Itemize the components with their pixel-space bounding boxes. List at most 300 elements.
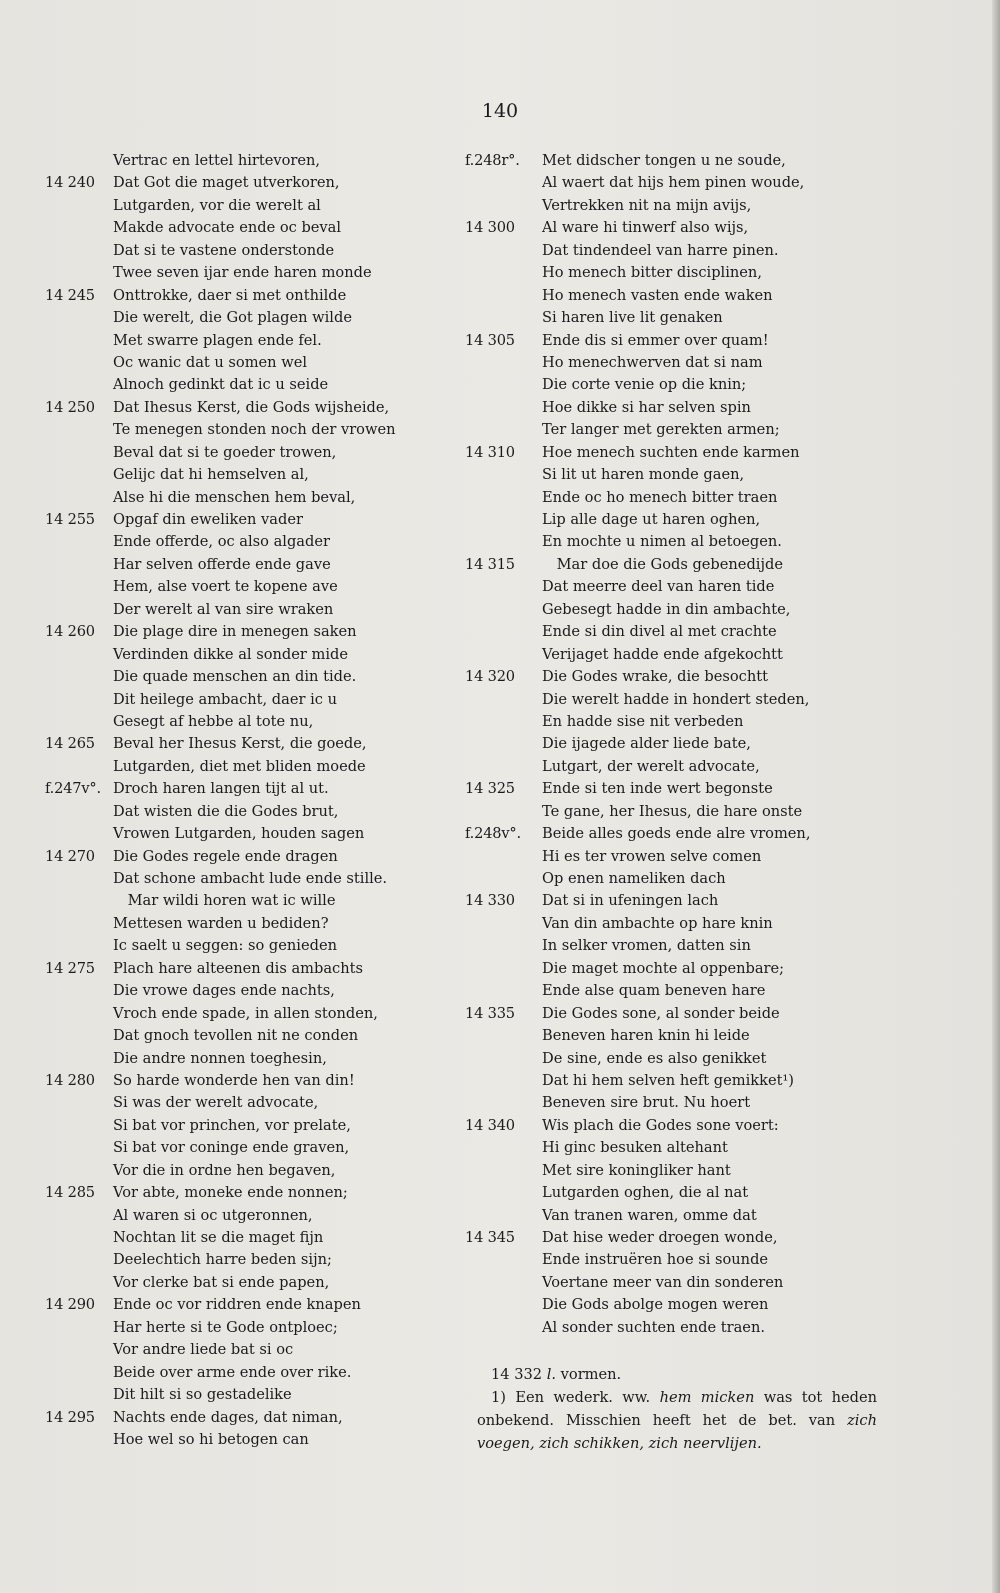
verse-line — [45, 689, 445, 711]
verse-text: Wis plach die Godes sone voert: — [542, 1116, 779, 1134]
verse-text: Ho menechwerven dat si nam — [542, 353, 763, 371]
line-number — [465, 621, 542, 643]
line-number — [45, 756, 113, 778]
verse-text: Beval her Ihesus Kerst, die goede, — [113, 735, 367, 753]
verse-line — [465, 868, 885, 890]
footnote-1 — [477, 1386, 877, 1455]
line-number — [465, 397, 542, 419]
line-number: 14 320 — [465, 668, 515, 686]
verse-line — [465, 958, 885, 980]
line-number — [45, 374, 113, 396]
verse-text: Lutgarden, vor die werelt al — [113, 196, 321, 214]
verse-text: Hoe menech suchten ende karmen — [542, 443, 800, 461]
verse-line — [45, 487, 445, 509]
verse-line — [465, 419, 885, 441]
line-number: f.248v°. — [465, 825, 521, 843]
verse-text: Dat hi hem selven heft gemikket¹) — [542, 1071, 794, 1089]
verse-text: Si was der werelt advocate, — [113, 1094, 319, 1112]
note-reading: vormen. — [560, 1366, 622, 1383]
verse-line — [45, 195, 445, 217]
verse-line — [45, 666, 445, 688]
line-number — [45, 419, 113, 441]
verse-text: Oc wanic dat u somen wel — [113, 353, 308, 371]
verse-line — [465, 644, 885, 666]
verse-line — [45, 1294, 445, 1316]
verse-line — [45, 958, 445, 980]
verse-line — [465, 890, 885, 912]
page-edge — [992, 0, 1000, 1593]
verse-line — [45, 576, 445, 598]
footnote-text-1: Een wederk. ww. — [515, 1389, 651, 1406]
verse-line — [45, 868, 445, 890]
verse-line — [45, 1407, 445, 1429]
verse-text: Gebesegt hadde in din ambachte, — [542, 600, 791, 618]
verse-line — [465, 262, 885, 284]
verse-line — [465, 1003, 885, 1025]
verse-line — [465, 487, 885, 509]
line-number — [45, 240, 113, 262]
verse-line — [45, 1137, 445, 1159]
line-number — [465, 935, 542, 957]
verse-text: Gesegt af hebbe al tote nu, — [113, 712, 314, 730]
verse-line — [465, 150, 885, 172]
verse-text: Plach hare alteenen dis ambachts — [113, 959, 363, 977]
verse-line — [465, 1025, 885, 1047]
verse-text: Dat Ihesus Kerst, die Gods wijsheide, — [113, 398, 390, 416]
line-number — [45, 1160, 113, 1182]
verse-line — [45, 846, 445, 868]
verse-text: Nochtan lit se die maget fijn — [113, 1229, 324, 1246]
verse-line — [465, 576, 885, 598]
line-number: 14 295 — [45, 1408, 95, 1426]
verse-text: Makde advocate ende oc beval — [113, 219, 342, 237]
line-number — [465, 509, 542, 531]
verse-line — [45, 554, 445, 576]
verse-line — [45, 330, 445, 352]
verse-text: Ter langer met gerekten armen; — [542, 421, 780, 439]
line-number: 14 250 — [45, 398, 95, 416]
line-number — [45, 464, 113, 486]
verse-text: Die Godes regele ende dragen — [113, 847, 338, 865]
verse-text: Hoe dikke si har selven spin — [542, 398, 751, 416]
line-number — [465, 801, 542, 823]
verse-text: Voertane meer van din sonderen — [542, 1273, 784, 1291]
textual-note — [477, 1363, 877, 1386]
verse-text: Dit heilege ambacht, daer ic u — [113, 690, 337, 708]
line-number: f.247v°. — [45, 780, 101, 798]
verse-text: In selker vromen, datten sin — [542, 937, 751, 955]
verse-text: Te gane, her Ihesus, die hare onste — [542, 802, 803, 820]
line-number — [45, 1048, 113, 1070]
verse-text: Har selven offerde ende gave — [113, 555, 331, 573]
line-number: 14 335 — [465, 1004, 515, 1022]
line-number: f.248r°. — [465, 152, 520, 169]
line-number — [465, 980, 542, 1002]
verse-text: Die werelt, die Got plagen wilde — [113, 309, 352, 327]
verse-text: Van tranen waren, omme dat — [542, 1206, 757, 1224]
line-number — [465, 756, 542, 778]
line-number — [465, 285, 542, 307]
line-number — [45, 689, 113, 711]
line-number — [45, 150, 113, 172]
line-number — [465, 1249, 542, 1271]
verse-text: Vor abte, moneke ende nonnen; — [113, 1184, 348, 1202]
verse-line — [45, 913, 445, 935]
verse-line — [45, 756, 445, 778]
verse-line — [45, 217, 445, 239]
verse-text: Met swarre plagen ende fel. — [113, 331, 322, 349]
verse-line — [45, 172, 445, 194]
verse-text: Al waert dat hijs hem pinen woude, — [542, 174, 805, 192]
footnote-italic-1: hem micken — [659, 1389, 755, 1406]
verse-text: Ende offerde, oc also algader — [113, 533, 330, 551]
verse-line — [465, 374, 885, 396]
verse-text: Lutgarden, diet met bliden moede — [113, 757, 366, 775]
verse-line — [45, 352, 445, 374]
line-number — [465, 599, 542, 621]
verse-line — [465, 935, 885, 957]
line-number — [45, 935, 113, 957]
verse-text: Gelijc dat hi hemselven al, — [113, 466, 309, 484]
verse-line — [45, 1115, 445, 1137]
verse-text: Mettesen warden u bediden? — [113, 914, 329, 932]
verse-text: Ende si ten inde wert begonste — [542, 780, 773, 798]
line-number — [465, 576, 542, 598]
line-number — [465, 531, 542, 553]
verse-line — [45, 980, 445, 1002]
verse-line — [465, 733, 885, 755]
line-number — [45, 531, 113, 553]
line-number — [45, 307, 113, 329]
verse-line — [45, 464, 445, 486]
verse-line — [45, 240, 445, 262]
verse-line — [45, 1048, 445, 1070]
line-number — [465, 352, 542, 374]
line-number — [45, 599, 113, 621]
verse-line — [45, 1272, 445, 1294]
verse-text: Dat meerre deel van haren tide — [542, 578, 775, 596]
verse-line — [45, 1384, 445, 1406]
line-number: 14 270 — [45, 847, 95, 865]
line-number: 14 240 — [45, 174, 95, 192]
verse-text: Ende oc vor riddren ende knapen — [113, 1296, 361, 1314]
line-number — [465, 868, 542, 890]
verse-line — [465, 1294, 885, 1316]
verse-line — [45, 1362, 445, 1384]
verse-line — [465, 1227, 885, 1249]
verse-text: Verijaget hadde ende afgekochtt — [542, 645, 783, 663]
verse-line — [465, 172, 885, 194]
verse-text: Die werelt hadde in hondert steden, — [542, 690, 810, 708]
verse-line — [465, 240, 885, 262]
line-number — [465, 689, 542, 711]
verse-line — [45, 1429, 445, 1451]
line-number — [45, 980, 113, 1002]
line-number — [45, 1227, 113, 1249]
line-number — [45, 868, 113, 890]
line-number: 14 340 — [465, 1116, 515, 1134]
line-number — [465, 958, 542, 980]
line-number: 14 280 — [45, 1071, 95, 1089]
verse-line — [465, 801, 885, 823]
verse-text: Vor clerke bat si ende papen, — [113, 1273, 330, 1291]
verse-line — [45, 1339, 445, 1361]
line-number — [465, 1070, 542, 1092]
verse-text: Hi es ter vrowen selve comen — [542, 847, 762, 865]
verse-line — [45, 935, 445, 957]
verse-text: Die maget mochte al oppenbare; — [542, 959, 785, 977]
verse-line — [465, 1070, 885, 1092]
verse-text: Beneven sire brut. Nu hoert — [542, 1094, 751, 1112]
line-number — [465, 1317, 542, 1339]
line-number — [45, 352, 113, 374]
verse-text: Si lit ut haren monde gaen, — [542, 466, 745, 484]
verse-line — [45, 1227, 445, 1249]
verse-line — [465, 1272, 885, 1294]
verse-text: Die quade menschen an din tide. — [113, 668, 357, 686]
verse-line — [465, 689, 885, 711]
verse-line — [45, 1205, 445, 1227]
verse-text: Dat gnoch tevollen nit ne conden — [113, 1027, 359, 1045]
verse-text: Dat tindendeel van harre pinen. — [542, 241, 779, 259]
verse-line — [465, 307, 885, 329]
line-number — [465, 1160, 542, 1182]
line-number: 14 315 — [465, 555, 515, 573]
line-number: 14 285 — [45, 1184, 95, 1202]
verse-line — [45, 1070, 445, 1092]
line-number — [465, 1182, 542, 1204]
verse-text: Die Godes wrake, die besochtt — [542, 668, 768, 686]
verse-line — [465, 1115, 885, 1137]
verse-line — [45, 733, 445, 755]
line-number — [45, 1003, 113, 1025]
verse-line — [465, 464, 885, 486]
line-number — [45, 1339, 113, 1361]
line-number — [465, 1048, 542, 1070]
note-line-number: 14 332 — [491, 1366, 543, 1383]
verse-text: Har herte si te Gode ontploec; — [113, 1318, 338, 1336]
verse-text: En hadde sise nit verbeden — [542, 712, 744, 730]
verse-line — [45, 1003, 445, 1025]
line-number — [45, 1272, 113, 1294]
verse-text: So harde wonderde hen van din! — [113, 1071, 355, 1089]
verse-text: En mochte u nimen al betoegen. — [542, 533, 782, 551]
verse-line — [45, 307, 445, 329]
verse-text: Dat si in ufeningen lach — [542, 892, 719, 910]
line-number — [465, 1272, 542, 1294]
verse-line — [465, 531, 885, 553]
verse-text: Vertrekken nit na mijn avijs, — [542, 196, 752, 214]
verse-line — [465, 666, 885, 688]
verse-line — [45, 419, 445, 441]
line-number — [45, 1317, 113, 1339]
line-number — [45, 823, 113, 845]
verse-text: Dat wisten die die Godes brut, — [113, 802, 339, 820]
line-number — [45, 1384, 113, 1406]
line-number — [465, 172, 542, 194]
footnote-text-2: was tot heden onbekend. Misschien heeft het de bet. van — [477, 1389, 878, 1429]
line-number: 14 325 — [465, 780, 515, 798]
line-number — [45, 1025, 113, 1047]
verse-line — [465, 352, 885, 374]
verse-line — [45, 442, 445, 464]
verse-line — [45, 1249, 445, 1271]
verse-text: Vor die in ordne hen begaven, — [113, 1161, 336, 1179]
verse-line — [465, 1048, 885, 1070]
verse-text: Dat Got die maget utverkoren, — [113, 174, 340, 192]
verse-text: Dat si te vastene onderstonde — [113, 241, 335, 259]
line-number — [45, 487, 113, 509]
verse-text: Vrowen Lutgarden, houden sagen — [113, 825, 365, 843]
verse-text: Dat schone ambacht lude ende stille. — [113, 870, 388, 887]
verse-line — [465, 1137, 885, 1159]
verse-text: Ende oc ho menech bitter traen — [542, 488, 778, 506]
line-number — [465, 1294, 542, 1316]
verse-text: Van din ambachte op hare knin — [542, 914, 773, 932]
verse-text: Vor andre liede bat si oc — [113, 1341, 294, 1359]
verse-line — [465, 823, 885, 845]
page-number: 140 — [481, 100, 519, 122]
verse-text: Droch haren langen tijt al ut. — [113, 780, 329, 798]
verse-line — [465, 285, 885, 307]
verse-text: Nachts ende dages, dat niman, — [113, 1408, 343, 1426]
verse-text: Si bat vor princhen, vor prelate, — [113, 1116, 351, 1134]
line-number — [45, 711, 113, 733]
verse-text: Die Gods abolge mogen weren — [542, 1296, 769, 1314]
line-number — [465, 374, 542, 396]
verse-text: Twee seven ijar ende haren monde — [113, 264, 372, 282]
verse-line — [465, 599, 885, 621]
verse-line — [45, 621, 445, 643]
verse-text: Ende dis si emmer over quam! — [542, 331, 769, 349]
verse-text: Met sire koningliker hant — [542, 1161, 731, 1179]
verse-line — [465, 621, 885, 643]
line-number: 14 300 — [465, 219, 515, 237]
verse-line — [45, 1182, 445, 1204]
line-number — [465, 644, 542, 666]
verse-line — [465, 1317, 885, 1339]
verse-line — [465, 980, 885, 1002]
note-lemma: l. — [546, 1366, 557, 1383]
line-number — [45, 644, 113, 666]
line-number — [45, 1249, 113, 1271]
verse-line — [45, 1160, 445, 1182]
line-number — [465, 195, 542, 217]
verse-text: Si bat vor coninge ende graven, — [113, 1139, 350, 1157]
verse-line — [45, 397, 445, 419]
verse-text: Dit hilt si so gestadelike — [113, 1386, 292, 1404]
verse-line — [465, 1249, 885, 1271]
verse-text: Die Godes sone, al sonder beide — [542, 1004, 780, 1022]
verse-text: Beneven haren knin hi leide — [542, 1027, 750, 1045]
verse-line — [45, 285, 445, 307]
verse-line — [465, 1182, 885, 1204]
verse-line — [45, 531, 445, 553]
verse-line — [465, 330, 885, 352]
verse-line — [465, 778, 885, 800]
verse-text: Ho menech bitter disciplinen, — [542, 264, 762, 282]
verse-line — [465, 554, 885, 576]
line-number — [465, 419, 542, 441]
verse-text: Al waren si oc utgeronnen, — [113, 1206, 313, 1224]
verse-line — [45, 599, 445, 621]
verse-text: Ende alse quam beneven hare — [542, 982, 766, 1000]
verse-text: Vroch ende spade, in allen stonden, — [113, 1004, 378, 1022]
verse-line — [45, 150, 445, 172]
line-number: 14 290 — [45, 1296, 95, 1314]
verse-line — [45, 262, 445, 284]
line-number — [465, 307, 542, 329]
verse-line — [465, 1092, 885, 1114]
verse-line — [465, 846, 885, 868]
verse-line — [465, 397, 885, 419]
verse-text: Onttrokke, daer si met onthilde — [113, 286, 347, 304]
verse-line — [45, 778, 445, 800]
line-number — [45, 1362, 113, 1384]
verse-text: Op enen nameliken dach — [542, 870, 726, 887]
line-number — [465, 711, 542, 733]
line-number: 14 305 — [465, 331, 515, 349]
line-number: 14 255 — [45, 511, 95, 528]
line-number — [465, 240, 542, 262]
verse-line — [465, 195, 885, 217]
verse-text: Hoe wel so hi betogen can — [113, 1430, 309, 1448]
line-number — [45, 1429, 113, 1451]
verse-text: Al ware hi tinwerf also wijs, — [542, 219, 749, 237]
verse-text: Dat hise weder droegen wonde, — [542, 1229, 778, 1246]
verse-line — [465, 509, 885, 531]
line-number — [45, 442, 113, 464]
line-number — [45, 913, 113, 935]
verse-text: Ende si din divel al met crachte — [542, 623, 777, 641]
verse-text: Lip alle dage ut haren oghen, — [542, 511, 761, 528]
line-number: 14 330 — [465, 892, 515, 910]
verse-text: Lutgarden oghen, die al nat — [542, 1184, 749, 1202]
verse-text: Die corte venie op die knin; — [542, 376, 747, 394]
verse-line — [465, 913, 885, 935]
verse-line — [45, 801, 445, 823]
verse-line — [45, 711, 445, 733]
line-number — [465, 1205, 542, 1227]
line-number — [465, 487, 542, 509]
verse-text: Die plage dire in menegen saken — [113, 623, 357, 641]
verse-text: De sine, ende es also genikket — [542, 1049, 767, 1067]
line-number — [45, 666, 113, 688]
verse-line — [45, 509, 445, 531]
verse-text: Lutgart, der werelt advocate, — [542, 757, 760, 775]
right-verse-column — [465, 150, 885, 1339]
line-number — [45, 576, 113, 598]
verse-text: Die andre nonnen toeghesin, — [113, 1049, 327, 1067]
line-number — [45, 554, 113, 576]
verse-text: Beide alles goeds ende alre vromen, — [542, 825, 811, 843]
left-verse-column — [45, 150, 445, 1451]
line-number: 14 310 — [465, 443, 515, 461]
verse-text: Alse hi die menschen hem beval, — [113, 488, 356, 506]
line-number — [45, 217, 113, 239]
verse-text: Hem, alse voert te kopene ave — [113, 578, 338, 596]
verse-line — [45, 1317, 445, 1339]
verse-text: Al sonder suchten ende traen. — [542, 1318, 765, 1336]
verse-text: Beide over arme ende over rike. — [113, 1363, 352, 1381]
verse-text: Deelechtich harre beden sijn; — [113, 1251, 332, 1269]
line-number — [45, 1205, 113, 1227]
verse-line — [465, 442, 885, 464]
line-number — [465, 913, 542, 935]
line-number: 14 265 — [45, 735, 95, 753]
line-number — [465, 1137, 542, 1159]
verse-text: Beval dat si te goeder trowen, — [113, 443, 337, 461]
